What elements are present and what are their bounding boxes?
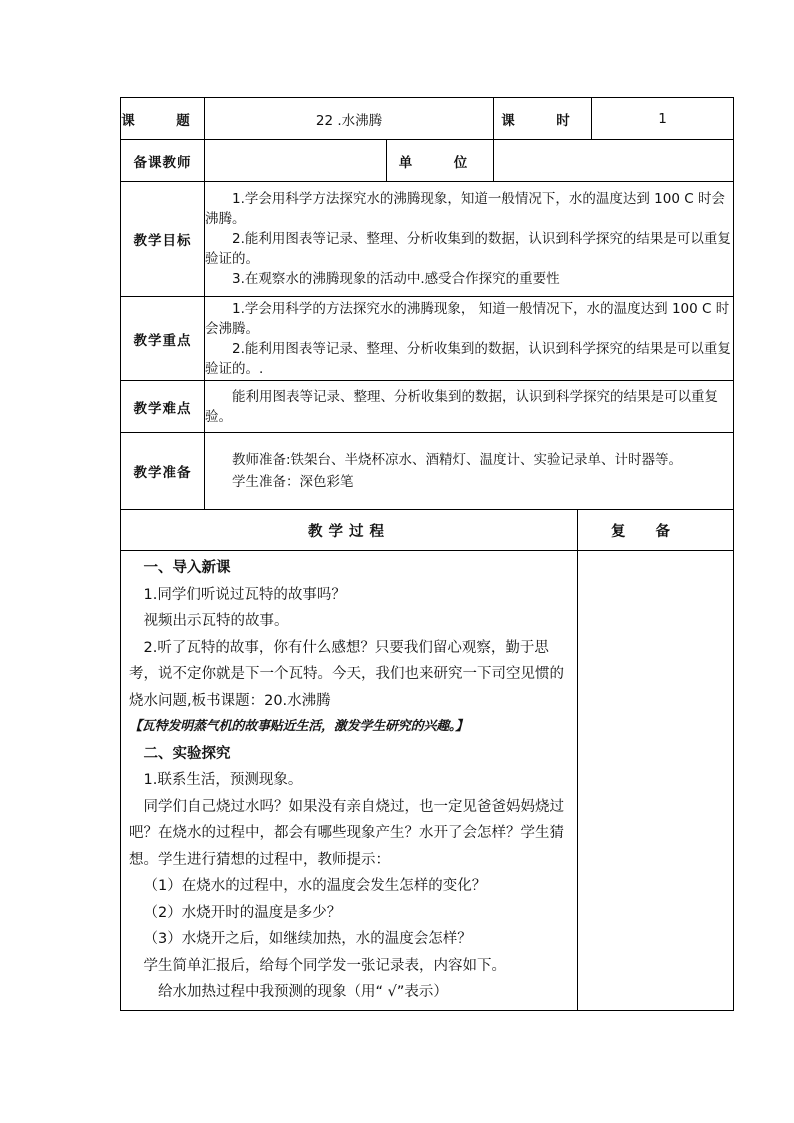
table-caption: 给水加热过程中我预测的现象（用“ √”表示） <box>158 984 448 1000</box>
paragraph: 1.联系生活，预测现象。 <box>143 772 303 788</box>
topic-label: 课 题 <box>121 98 205 140</box>
difficulties-label: 教学难点 <box>121 381 205 433</box>
lesson-plan-page <box>120 97 733 1011</box>
paragraph: 学生简单汇报后，给每个同学发一张记录表，内容如下。 <box>143 957 506 974</box>
question: （3）水烧开之后，如继续加热，水的温度会怎样？ <box>143 931 472 947</box>
key-points-content <box>205 297 734 381</box>
preparation-label: 教学准备 <box>121 433 205 510</box>
paragraph: 同学们自己烧过水吗？如果没有亲自烧过，也一定见爸爸妈妈烧过吧？在烧水的过程中，都会有哪些现象产生？水开了会怎样？学生猜想。学生进行猜想的过程中，教师提示： <box>129 798 564 868</box>
paragraph: 2.听了瓦特的故事，你有什么感想？只要我们留心观察，勤于思考，说不定你就是下一个瓦特。今天，我们也来研究一下司空见惯的烧水问题,板书课题：20.水沸腾 <box>129 639 564 709</box>
goal-line: 2.能利用图表等记录、整理、分析收集到的数据，认识到科学探究的结果是可以重复验证的。 <box>205 231 731 267</box>
question: （1）在烧水的过程中，水的温度会发生怎样的变化？ <box>143 878 487 894</box>
teaching-note: 【瓦特发明蒸气机的故事贴近生活，激发学生研究的兴趣。】 <box>129 719 469 734</box>
preparation-line: 学生准备：深色彩笔 <box>232 474 354 490</box>
goal-line: 1.学会用科学方法探究水的沸腾现象，知道一般情况下，水的温度达到 100 C 时会沸腾。 <box>205 191 725 227</box>
section-title: 一、导入新课 <box>143 560 231 576</box>
paragraph: 1.同学们听说过瓦特的故事吗？ <box>143 586 346 603</box>
side-notes-column <box>578 551 734 1011</box>
goals-content <box>205 182 734 297</box>
teacher-label: 备课教师 <box>121 140 205 182</box>
topic-value: 22 .水沸腾 <box>205 98 494 140</box>
goals-label: 教学目标 <box>121 182 205 297</box>
section-title: 二、实验探究 <box>143 745 231 762</box>
difficulty-line: 能利用图表等记录、整理、分析收集到的数据，认识到科学探究的结果是可以重复验。 <box>205 388 718 425</box>
process-body <box>121 551 578 1011</box>
process-header: 教学过程 <box>121 510 578 551</box>
key-points-label: 教学重点 <box>121 297 205 381</box>
unit-label: 单 位 <box>398 154 482 171</box>
teacher-unit-cell <box>205 140 494 182</box>
preparation-line: 教师准备:铁架台、半烧杯凉水、酒精灯、温度计、实验记录单、计时器等。 <box>232 452 683 468</box>
period-value: 1 <box>592 98 734 140</box>
teacher-value <box>205 140 387 181</box>
lesson-info-table <box>120 97 734 510</box>
question: （2）水烧开时的温度是多少？ <box>143 904 342 921</box>
key-point-line: 2.能利用图表等记录、整理、分析收集到的数据，认识到科学探究的结果是可以重复验证的。. <box>205 340 731 377</box>
side-header: 复备 <box>578 510 734 551</box>
preparation-content <box>205 433 734 510</box>
period-label: 课 时 <box>494 98 592 140</box>
teaching-process-table <box>120 509 734 1011</box>
difficulties-content <box>205 381 734 433</box>
unit-value <box>494 140 734 182</box>
key-point-line: 1.学会用科学的方法探究水的沸腾现象， 知道一般情况下，水的温度达到 100 C 时会沸腾。 <box>205 300 730 337</box>
goal-line: 3.在观察水的沸腾现象的活动中.感受合作探究的重要性 <box>232 271 560 287</box>
paragraph: 视频出示瓦特的故事。 <box>143 613 289 629</box>
